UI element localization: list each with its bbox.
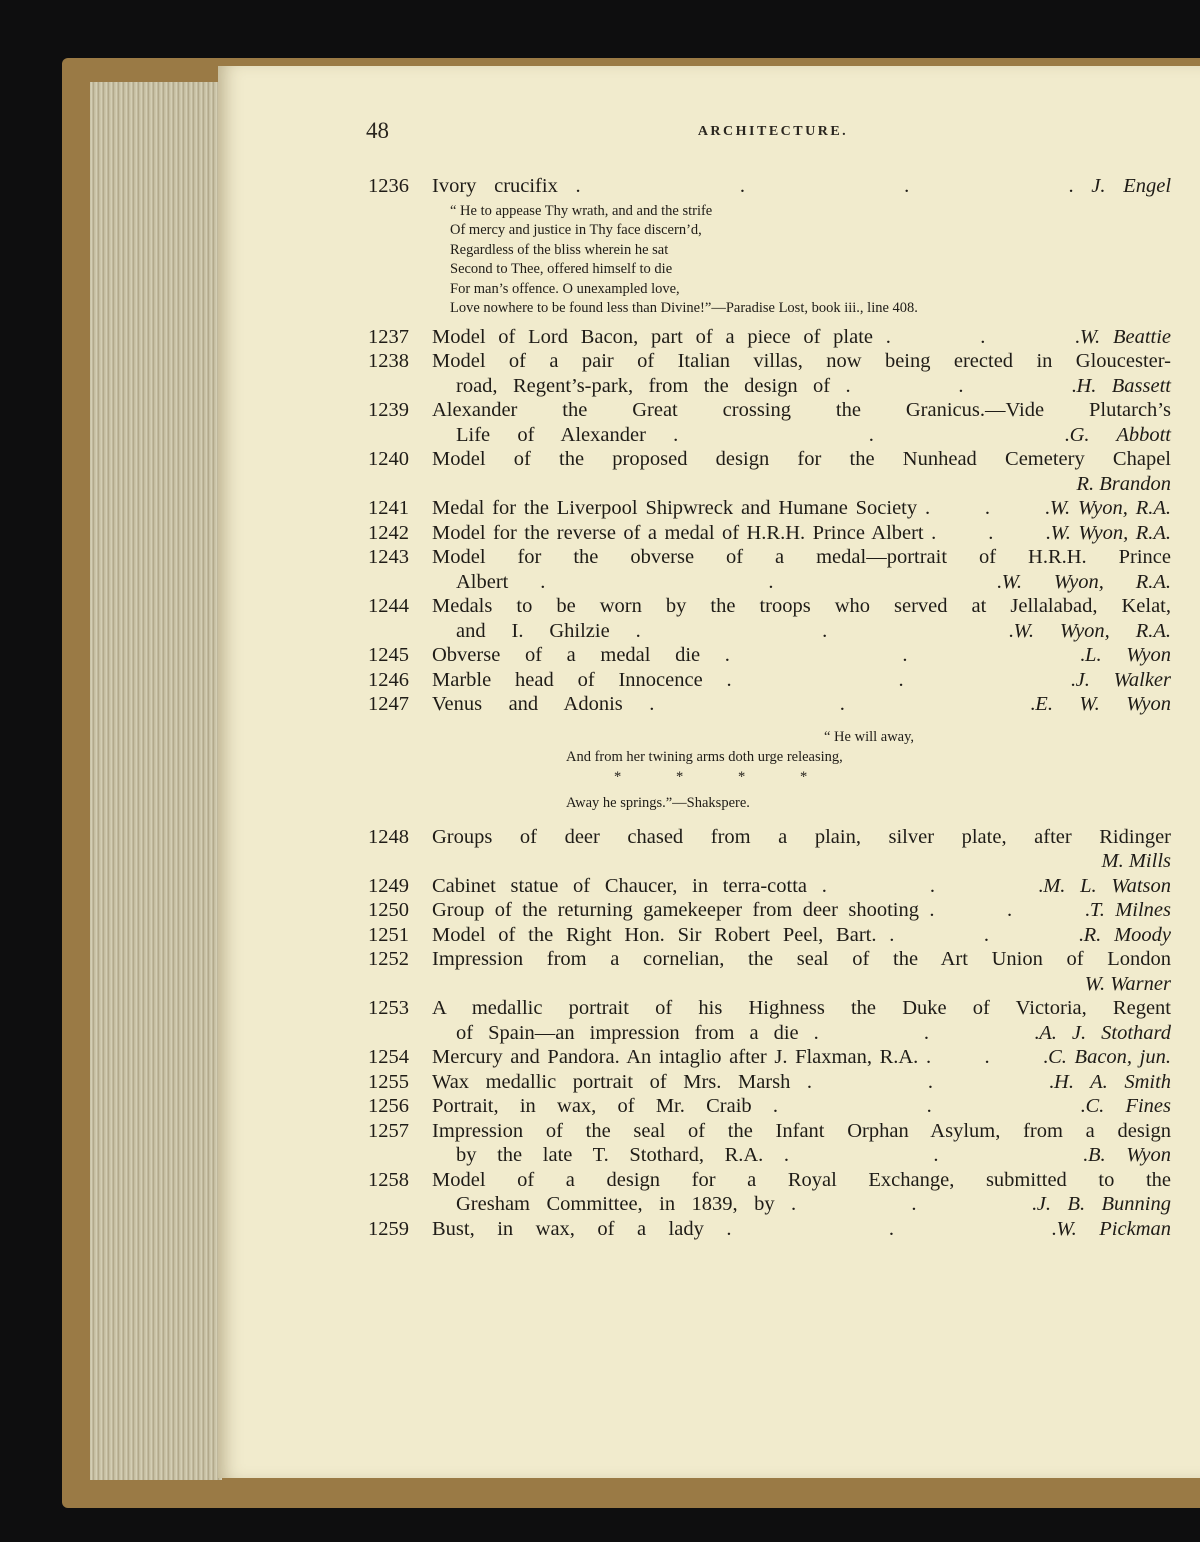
entry-number: 1242 bbox=[368, 521, 409, 544]
entry-title: Model of the Right Hon. Sir Robert Peel, Bart. bbox=[432, 923, 877, 946]
entry-title: Gresham Committee, in 1839, by bbox=[456, 1193, 775, 1215]
entry-number: 1256 bbox=[368, 1095, 409, 1117]
entry-maker: M. L. Watson bbox=[1043, 874, 1171, 897]
entry-line: Marble head of Innocence . . .J. Walker bbox=[432, 668, 1172, 691]
entry-line: Cabinet statue of Chaucer, in terra-cotta . . .M. L. Watson bbox=[432, 874, 1171, 897]
entry-maker: T. Milnes bbox=[1089, 899, 1171, 921]
catalogue-entry bbox=[368, 1119, 1171, 1168]
entry-title: Model for the obverse of a medal—portrait of H.R.H. Prince bbox=[432, 546, 1171, 568]
entry-maker: L. Wyon bbox=[1085, 644, 1172, 666]
catalogue-entry bbox=[368, 898, 1171, 923]
entry-maker: J. Walker bbox=[1075, 668, 1172, 691]
entry-title: Model of Lord Bacon, part of a piece of plate bbox=[432, 325, 874, 348]
catalogue-entry bbox=[368, 825, 1171, 874]
entry-number: 1241 bbox=[368, 497, 409, 519]
entry-maker: A. J. Stothard bbox=[1039, 1021, 1171, 1044]
entry-maker: R. Brandon bbox=[1076, 472, 1171, 495]
entry-number: 1255 bbox=[368, 1070, 409, 1093]
quote-line: For man’s offence. O unexampled love, bbox=[450, 280, 680, 297]
catalogue-entry bbox=[368, 594, 1171, 643]
entry-number: 1240 bbox=[368, 448, 409, 470]
entry-line bbox=[432, 947, 1171, 972]
catalogue-entry bbox=[368, 545, 1171, 594]
entry-maker: W. Wyon, R.A. bbox=[1049, 497, 1172, 519]
quote-line: Love nowhere to be found less than Divine!”—Paradise Lost, book iii., line 408. bbox=[450, 300, 918, 316]
entry-number: 1254 bbox=[368, 1046, 409, 1068]
section-title: ARCHITECTURE. bbox=[697, 124, 849, 139]
entry-maker: J. B. Bunning bbox=[1036, 1193, 1172, 1215]
entry-title: Ivory crucifix bbox=[432, 175, 558, 197]
entry-number: 1251 bbox=[368, 923, 409, 946]
quotation-shakspere bbox=[368, 727, 1171, 813]
catalogue-entry bbox=[368, 996, 1171, 1045]
entry-line: Model of the Right Hon. Sir Robert Peel, Bart. . . .R. Moody bbox=[432, 923, 1171, 946]
entry-maker: W. Wyon, R.A. bbox=[1001, 570, 1171, 593]
entry-title: Wax medallic portrait of Mrs. Marsh bbox=[432, 1070, 791, 1093]
quote-line: “ He to appease Thy wrath, and and the strife bbox=[450, 202, 713, 219]
entry-title: by the late T. Stothard, R.A. bbox=[456, 1144, 764, 1166]
quotation-paradise-lost bbox=[450, 202, 1171, 319]
entry-number: 1258 bbox=[368, 1168, 409, 1191]
catalogue-list bbox=[368, 174, 1171, 1241]
entry-line: by the late T. Stothard, R.A. . . .B. Wyon bbox=[456, 1144, 1171, 1166]
entry-title: Groups of deer chased from a plain, silver plate, after Ridinger bbox=[432, 825, 1171, 848]
entry-line: Mercury and Pandora. An intaglio after J. Flaxman, R.A. . . .C. Bacon, jun. bbox=[432, 1046, 1171, 1068]
entry-title: Obverse of a medal die bbox=[432, 644, 701, 666]
catalogue-entry bbox=[368, 325, 1171, 350]
catalogue-entry bbox=[368, 1217, 1171, 1242]
entry-line bbox=[432, 349, 1171, 374]
catalogue-entry bbox=[368, 349, 1171, 398]
catalogue-entry bbox=[368, 398, 1171, 447]
entry-title: Alexander the Great crossing the Granicus.—Vide Plutarch’s bbox=[432, 399, 1171, 421]
entry-title: Bust, in wax, of a lady bbox=[432, 1217, 704, 1240]
asterisk-row bbox=[614, 767, 1171, 787]
entry-title: Marble head of Innocence bbox=[432, 668, 703, 691]
entry-title: Venus and Adonis bbox=[432, 693, 623, 715]
entry-number: 1249 bbox=[368, 874, 409, 897]
asterisk: * bbox=[738, 768, 746, 785]
entry-maker: H. A. Smith bbox=[1054, 1070, 1172, 1093]
page-number: 48 bbox=[366, 118, 389, 143]
entry-maker: W. Pickman bbox=[1056, 1217, 1172, 1240]
quote-line: “ He will away, bbox=[824, 728, 915, 745]
entry-number: 1257 bbox=[368, 1119, 409, 1142]
entry-line bbox=[432, 996, 1171, 1021]
entry-number: 1236 bbox=[368, 175, 409, 197]
entry-title: Impression of the seal of the Infant Orphan Asylum, from a design bbox=[432, 1119, 1171, 1142]
entry-title: Model for the reverse of a medal of H.R.H. Prince Albert bbox=[432, 521, 924, 544]
quote-line: Second to Thee, offered himself to die bbox=[450, 261, 673, 277]
catalogue-entry bbox=[368, 447, 1171, 496]
entry-line bbox=[432, 545, 1171, 570]
catalogue-entry bbox=[368, 521, 1171, 546]
entry-title: road, Regent’s-park, from the design of bbox=[456, 374, 831, 397]
entry-number: 1238 bbox=[368, 350, 409, 372]
entry-line: Life of Alexander . . .G. Abbott bbox=[456, 423, 1172, 446]
entry-title: Life of Alexander bbox=[456, 423, 646, 446]
asterisk: * bbox=[800, 768, 808, 785]
entry-line bbox=[432, 972, 1171, 997]
catalogue-entry bbox=[368, 643, 1171, 668]
entry-line: road, Regent’s-park, from the design of . . .H. Bassett bbox=[456, 374, 1171, 397]
entry-number: 1237 bbox=[368, 325, 409, 348]
entry-number: 1247 bbox=[368, 693, 409, 715]
entry-number: 1252 bbox=[368, 948, 409, 970]
entry-maker: G. Abbott bbox=[1069, 423, 1172, 446]
asterisk: * bbox=[614, 768, 622, 785]
quote-line: Regardless of the bliss wherein he sat bbox=[450, 241, 669, 258]
entry-maker: E. W. Wyon bbox=[1035, 693, 1172, 715]
entry-maker: W. Warner bbox=[1084, 972, 1171, 995]
entry-number: 1250 bbox=[368, 899, 409, 921]
running-header bbox=[366, 118, 1180, 148]
entry-line bbox=[432, 1119, 1171, 1144]
catalogue-entry bbox=[368, 1070, 1171, 1095]
catalogue-entry bbox=[368, 947, 1171, 996]
entry-title: Model of a pair of Italian villas, now being erected in Gloucester- bbox=[432, 350, 1171, 372]
catalogue-entry bbox=[368, 668, 1171, 693]
asterisk: * bbox=[676, 768, 684, 785]
catalogue-entry bbox=[368, 1094, 1171, 1119]
page-edges bbox=[90, 82, 222, 1480]
entry-maker: W. Beattie bbox=[1079, 325, 1171, 348]
entry-number: 1246 bbox=[368, 668, 409, 691]
entry-maker: C. Bacon, jun. bbox=[1048, 1046, 1171, 1068]
entry-line bbox=[432, 398, 1171, 423]
entry-number: 1244 bbox=[368, 595, 409, 617]
entry-line: Portrait, in wax, of Mr. Craib . . .C. Fines bbox=[432, 1095, 1172, 1117]
entry-line: and I. Ghilzie . . .W. Wyon, R.A. bbox=[456, 619, 1171, 642]
catalogue-entry bbox=[368, 1168, 1171, 1217]
entry-number: 1259 bbox=[368, 1217, 409, 1240]
entry-line: Venus and Adonis . . .E. W. Wyon bbox=[432, 693, 1172, 715]
entry-line: Model of Lord Bacon, part of a piece of plate . . .W. Beattie bbox=[432, 325, 1171, 348]
entry-title: Albert bbox=[456, 570, 509, 593]
book-page bbox=[218, 66, 1200, 1478]
entry-line bbox=[432, 825, 1171, 850]
entry-line bbox=[432, 1168, 1171, 1193]
entry-maker: J. Engel bbox=[1091, 175, 1172, 197]
entry-number: 1239 bbox=[368, 399, 409, 421]
entry-title: A medallic portrait of his Highness the Duke of Victoria, Regent bbox=[432, 997, 1171, 1019]
entry-maker: B. Wyon bbox=[1087, 1144, 1171, 1166]
entry-line: Obverse of a medal die . . .L. Wyon bbox=[432, 644, 1172, 666]
entry-line: Group of the returning gamekeeper from deer shooting . . .T. Milnes bbox=[432, 899, 1171, 921]
entry-maker: W. Wyon, R.A. bbox=[1050, 521, 1171, 544]
entry-number: 1253 bbox=[368, 997, 409, 1019]
entry-maker: R. Moody bbox=[1083, 923, 1171, 946]
entry-maker: W. Wyon, R.A. bbox=[1013, 619, 1171, 642]
entry-maker: C. Fines bbox=[1085, 1095, 1172, 1117]
entry-title: Mercury and Pandora. An intaglio after J. Flaxman, R.A. bbox=[432, 1046, 919, 1068]
catalogue-entry bbox=[368, 923, 1171, 948]
catalogue-entry bbox=[368, 692, 1171, 717]
entry-title: Impression from a cornelian, the seal of the Art Union of London bbox=[432, 948, 1171, 970]
catalogue-entry bbox=[368, 496, 1171, 521]
entry-title: and I. Ghilzie bbox=[456, 619, 610, 642]
quote-line: Of mercy and justice in Thy face discern’d, bbox=[450, 222, 702, 238]
entry-line bbox=[432, 849, 1171, 874]
entry-title: Cabinet statue of Chaucer, in terra-cotta bbox=[432, 874, 808, 897]
entry-line: Model for the reverse of a medal of H.R.H. Prince Albert . . .W. Wyon, R.A. bbox=[432, 521, 1171, 544]
quote-line: Away he springs.”—Shakspere. bbox=[566, 794, 750, 811]
entry-line bbox=[432, 472, 1171, 497]
entry-line: Albert . . .W. Wyon, R.A. bbox=[456, 570, 1171, 593]
entry-title: Model of the proposed design for the Nunhead Cemetery Chapel bbox=[432, 448, 1171, 470]
entry-maker: H. Bassett bbox=[1076, 374, 1171, 397]
quote-line: And from her twining arms doth urge releasing, bbox=[566, 748, 843, 765]
entry-line: Wax medallic portrait of Mrs. Marsh . . .H. A. Smith bbox=[432, 1070, 1172, 1093]
entry-number: 1243 bbox=[368, 546, 409, 568]
entry-number: 1245 bbox=[368, 644, 409, 666]
entry-line bbox=[432, 447, 1171, 472]
entry-number: 1248 bbox=[368, 825, 409, 848]
entry-line: Gresham Committee, in 1839, by . . .J. B. Bunning bbox=[456, 1193, 1172, 1215]
entry-title: Medals to be worn by the troops who served at Jellalabad, Kelat, bbox=[432, 595, 1171, 617]
catalogue-entry bbox=[368, 874, 1171, 899]
entry-title: Portrait, in wax, of Mr. Craib bbox=[432, 1095, 752, 1117]
entry-title: of Spain—an impression from a die bbox=[456, 1021, 799, 1044]
catalogue-entry bbox=[368, 174, 1171, 199]
entry-maker: M. Mills bbox=[1101, 850, 1171, 872]
entry-title: Medal for the Liverpool Shipwreck and Humane Society bbox=[432, 497, 918, 519]
entry-line bbox=[432, 594, 1171, 619]
entry-line: Medal for the Liverpool Shipwreck and Humane Society . . .W. Wyon, R.A. bbox=[432, 497, 1172, 519]
entry-line: Ivory crucifix . . . . J. Engel bbox=[432, 175, 1172, 197]
entry-line: of Spain—an impression from a die . . .A. J. Stothard bbox=[456, 1021, 1171, 1044]
entry-title: Model of a design for a Royal Exchange, submitted to the bbox=[432, 1168, 1171, 1191]
entry-title: Group of the returning gamekeeper from deer shooting bbox=[432, 899, 919, 921]
entry-line: Bust, in wax, of a lady . . .W. Pickman bbox=[432, 1217, 1172, 1240]
catalogue-entry bbox=[368, 1045, 1171, 1070]
